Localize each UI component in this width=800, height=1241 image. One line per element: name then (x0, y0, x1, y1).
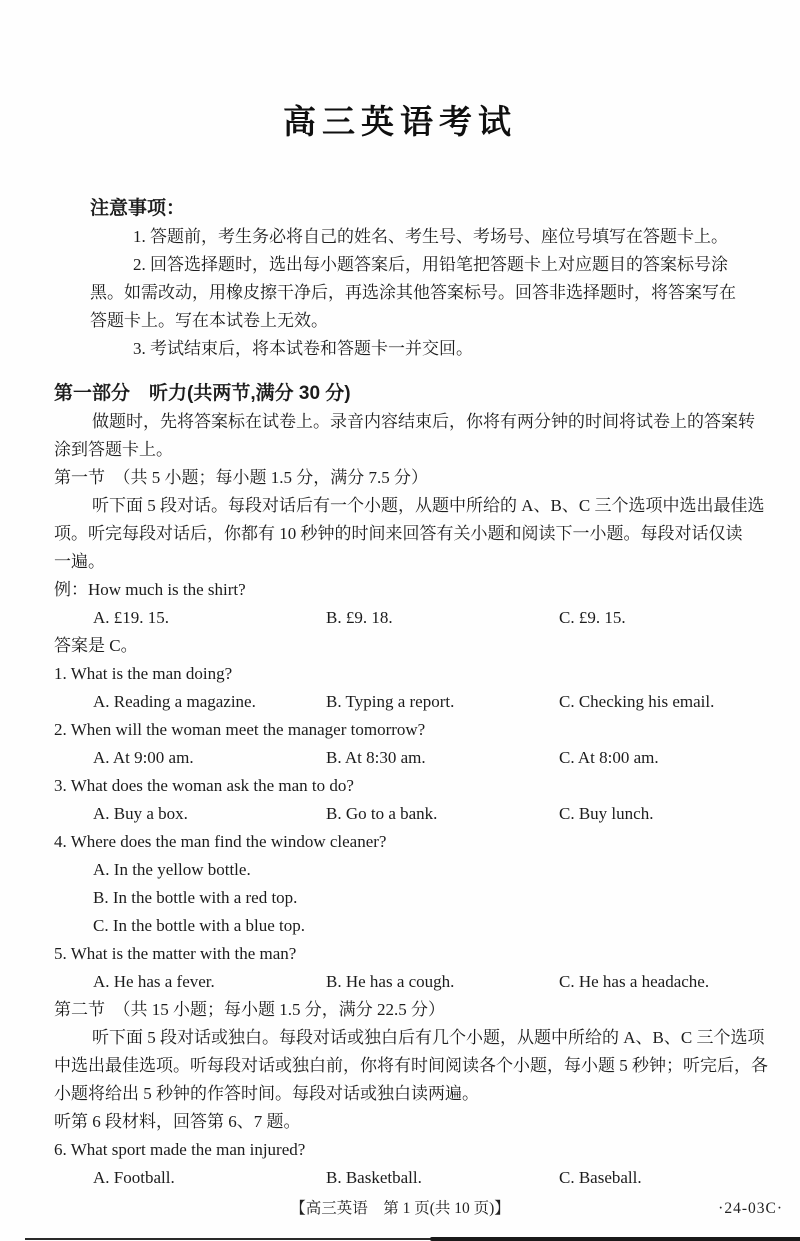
question-3-option-c: C. Buy lunch. (559, 804, 654, 823)
scan-edge-artifact-thick (430, 1237, 800, 1241)
example-option-c: C. £9. 15. (559, 608, 626, 627)
notice-item-2-line-1: 2. 回答选择题时，选出每小题答案后，用铅笔把答题卡上对应题目的答案标号涂 (133, 255, 728, 274)
question-2-option-b: B. At 8:30 am. (326, 748, 426, 767)
question-2-options (54, 744, 746, 772)
question-3-option-a: A. Buy a box. (93, 804, 188, 823)
example-prompt: 例：How much is the shirt? (54, 580, 246, 599)
section1-heading: 第一节 （共 5 小题；每小题 1.5 分，满分 7.5 分） (54, 468, 428, 487)
part1-heading: 第一部分 听力(共两节,满分 30 分) (54, 383, 351, 404)
question-5-text: 5. What is the matter with the man? (54, 944, 297, 963)
question-4-option-a: A. In the yellow bottle. (93, 860, 251, 879)
part1-intro-line-2: 涂到答题卡上。 (54, 440, 173, 459)
section1-desc-line-2: 项。听完每段对话后，你都有 10 秒钟的时间来回答有关小题和阅读下一小题。每段对话仅读 (54, 524, 743, 543)
notice-section (90, 195, 746, 363)
section2-desc-line-1: 听下面 5 段对话或独白。每段对话或独白后有几个小题，从题中所给的 A、B、C 三个选项 (92, 1028, 765, 1047)
example-options (54, 604, 746, 632)
question-1-options (54, 688, 746, 716)
notice-item-1: 1. 答题前，考生务必将自己的姓名、考生号、考场号、座位号填写在答题卡上。 (133, 227, 728, 246)
example-option-b: B. £9. 18. (326, 608, 393, 627)
section2-desc-line-3: 小题将给出 5 秒钟的作答时间。每段对话或独白读两遍。 (54, 1084, 479, 1103)
question-1-option-c: C. Checking his email. (559, 692, 715, 711)
section2-desc-line-2: 中选出最佳选项。听每段对话或独白前，你将有时间阅读各个小题，每小题 5 秒钟；听完后，各 (54, 1056, 768, 1075)
part1-intro-line-1: 做题时，先将答案标在试卷上。录音内容结束后，你将有两分钟的时间将试卷上的答案转 (92, 412, 755, 431)
footer-paper-code: ·24-03C· (718, 1200, 783, 1217)
question-3-options (54, 800, 746, 828)
question-2-option-a: A. At 9:00 am. (93, 748, 194, 767)
section2-heading: 第二节 （共 15 小题；每小题 1.5 分，满分 22.5 分） (54, 1000, 445, 1019)
example-answer: 答案是 C。 (54, 636, 138, 655)
question-5-options (54, 968, 746, 996)
notice-item-3: 3. 考试结束后，将本试卷和答题卡一并交回。 (133, 339, 473, 358)
section2-material-note: 听第 6 段材料，回答第 6、7 题。 (54, 1112, 301, 1131)
question-6-options (54, 1164, 746, 1192)
question-6-option-b: B. Basketball. (326, 1168, 422, 1187)
question-4-text: 4. Where does the man find the window cleaner? (54, 832, 387, 851)
notice-item-2-line-3: 答题卡上。写在本试卷上无效。 (90, 311, 328, 330)
section1-desc-line-1: 听下面 5 段对话。每段对话后有一个小题，从题中所给的 A、B、C 三个选项中选出最佳选 (92, 496, 765, 515)
question-1-text: 1. What is the man doing? (54, 664, 233, 683)
question-4-option-b: B. In the bottle with a red top. (93, 888, 298, 907)
page-footer (0, 1198, 800, 1220)
question-1-option-a: A. Reading a magazine. (93, 692, 256, 711)
question-2-option-c: C. At 8:00 am. (559, 748, 659, 767)
question-6-option-c: C. Baseball. (559, 1168, 642, 1187)
section1-desc-line-3: 一遍。 (54, 552, 105, 571)
notice-item-2-line-2: 黑。如需改动，用橡皮擦干净后，再选涂其他答案标号。回答非选择题时，将答案写在 (90, 283, 736, 302)
question-1-option-b: B. Typing a report. (326, 692, 455, 711)
question-2-text: 2. When will the woman meet the manager tomorrow? (54, 720, 426, 739)
notice-heading: 注意事项： (90, 198, 186, 219)
question-6-text: 6. What sport made the man injured? (54, 1140, 306, 1159)
question-5-option-a: A. He has a fever. (93, 972, 215, 991)
page-content (54, 195, 768, 1192)
question-5-option-b: B. He has a cough. (326, 972, 455, 991)
question-3-text: 3. What does the woman ask the man to do? (54, 776, 354, 795)
question-3-option-b: B. Go to a bank. (326, 804, 438, 823)
page-title: 高三英语考试 (283, 103, 517, 140)
example-option-a: A. £19. 15. (93, 608, 170, 627)
question-5-option-c: C. He has a headache. (559, 972, 710, 991)
question-6-option-a: A. Football. (93, 1168, 175, 1187)
question-4-option-c: C. In the bottle with a blue top. (93, 916, 305, 935)
footer-page-label: 【高三英语 第 1 页(共 10 页)】 (290, 1200, 510, 1217)
